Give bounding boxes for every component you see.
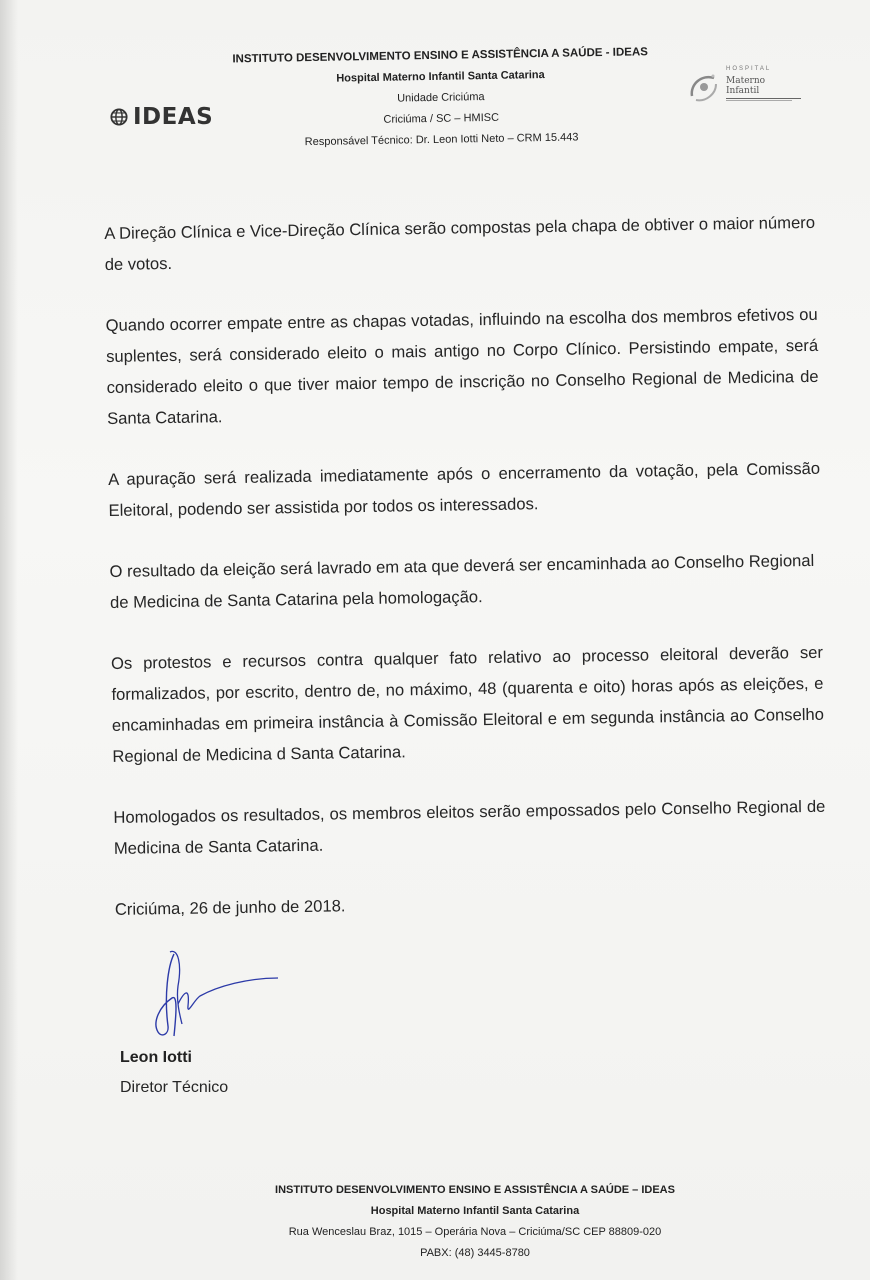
ideas-logo	[110, 104, 213, 130]
location-line: Criciúma / SC – HMISC	[383, 111, 500, 126]
hospital-logo-icon	[686, 70, 722, 106]
institute-name: INSTITUTO DESENVOLVIMENTO ENSINO E ASSISTÊNCIA A SAÚDE - IDEAS	[232, 46, 648, 66]
paragraph-3: A apuração será realizada imediatamente após o encerramento da votação, pela Comissão Eleitoral, podendo ser assistida por todos os interessados.	[107, 458, 821, 520]
footer-institute: INSTITUTO DESENVOLVIMENTO ENSINO E ASSISTÊNCIA A SAÚDE – IDEAS	[275, 1184, 675, 1196]
paragraph-4: O resultado da eleição será lavrado em ata que deverá ser encaminhada ao Conselho Regional de Medicina de Santa Catarina pela homologação.	[109, 550, 815, 612]
signatory-name: Leon Iotti	[120, 1049, 192, 1066]
hospital-name: Hospital Materno Infantil Santa Catarina	[336, 68, 545, 85]
paragraph-2: Quando ocorrer empate entre as chapas votadas, influindo na escolha dos membros efetivos ou suplentes, será considerado eleito o mais antigo no Corpo Clínico. Persistindo empate, será considerado eleito o que tiver maior tempo de inscrição no Conselho Regional de Medicina de Santa Catarina.	[105, 304, 819, 428]
letter-footer	[240, 1180, 710, 1264]
signatory-role: Diretor Técnico	[120, 1079, 229, 1096]
date-line: Criciúma, 26 de junho de 2018.	[114, 896, 346, 919]
ideas-logo-text: IDEAS	[133, 104, 214, 130]
technical-lead-line: Responsável Técnico: Dr. Leon Iotti Neto – CRM 15.443	[304, 131, 579, 149]
signature-icon	[138, 946, 288, 1041]
paragraph-1: A Direção Clínica e Vice-Direção Clínica serão compostas pela chapa de obtiver o maior número de votos.	[104, 212, 816, 274]
footer-address: Rua Wenceslau Braz, 1015 – Operária Nova – Criciúma/SC CEP 88809-020	[288, 1226, 662, 1238]
footer-hospital: Hospital Materno Infantil Santa Catarina	[370, 1205, 580, 1217]
letter-body	[104, 207, 827, 925]
hospital-logo	[686, 66, 801, 116]
paragraph-6: Homologados os resultados, os membros eleitos serão empossados pelo Conselho Regional de Medicina de Santa Catarina.	[113, 796, 826, 858]
unit-name: Unidade Criciúma	[397, 91, 485, 105]
page-edge-shadow	[0, 0, 18, 1280]
letterhead	[200, 42, 682, 155]
hospital-logo-underline	[726, 94, 792, 101]
hospital-logo-label: HOSPITAL	[726, 66, 772, 72]
globe-icon	[110, 108, 128, 126]
paragraph-5: Os protestos e recursos contra qualquer fato relativo ao processo eleitoral deverão ser formalizados, por escrito, dentro de, no máximo, 48 (quarenta e oito) horas após as eleições, e encaminhadas em primeira instância à Comissão Eleitoral e em segunda instância ao Conselho Regional de Medicina d Santa Catarina.	[110, 642, 825, 766]
hospital-logo-name: Materno Infantil	[726, 76, 801, 99]
footer-phone: PABX: (48) 3445-8780	[420, 1247, 530, 1259]
signatory-block	[120, 1043, 228, 1103]
